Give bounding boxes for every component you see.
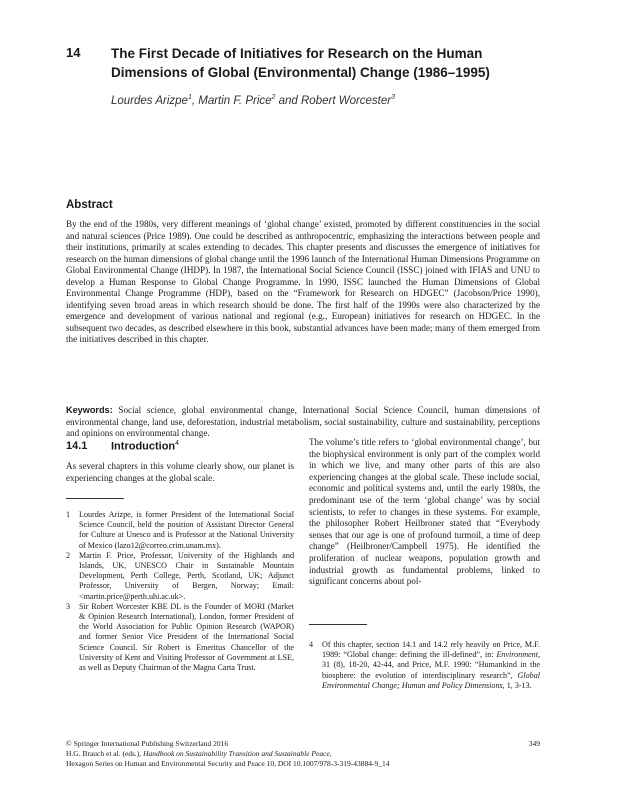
footnote: [66, 551, 294, 602]
journal-title: Global Environmental Change; Human and Policy Dimensions: [322, 670, 540, 690]
page-footer: [66, 739, 540, 769]
book-title: Handbook on Sustainability Transition and Sustainable Peace: [143, 749, 330, 758]
section-title-text: Introduction: [111, 440, 176, 453]
body-text-right-column: The volume’s title refers to ‘global environmental change’, but the biophysical environment is only part of the complex world in which we live, and many other parts of this are also experiencing changes at the global scale. These include social, economic and political systems and, until the early 1980s, the predominant use of the term ‘global change’ was by social scientists, to refer to changes in these systems. For example, the philosopher Robert Heilbroner stated that “Everybody senses that our age is one of profound turmoil, a time of deep change” (Heilbroner/Campbell 1975). He identified the proliferation of nuclear weapons, population growth and industrial growth as fundamental problems, linked to significant concerns about pol-: [309, 437, 540, 587]
footnote-number: 2: [66, 550, 71, 560]
intro-paragraph: As several chapters in this volume clearly show, our planet is experiencing changes at the global scale.: [66, 461, 294, 483]
section-note: 4: [175, 440, 180, 447]
footnote-divider: [309, 624, 367, 625]
author-3: Robert Worcester: [301, 94, 392, 107]
author-3-note: 3: [391, 94, 396, 101]
keywords-text: Social science, global environmental change, International Social Science Council, human dimensions of environmental change, land use, deforestation, industrial metabolism, social sustainability, culture and sustainability, perceptions and opinions on environmental change.: [66, 405, 540, 438]
citation-editors: H.G. Brauch et al. (eds.),: [66, 749, 144, 758]
footnote-number: 4: [309, 640, 314, 649]
citation-line: [66, 749, 540, 759]
footnote-text-part: , 31 (8), 18-20, 42-44, and Price, M.F. 1990: “Humankind in the biosphere: the evolution of interdisciplinary research”,: [322, 650, 540, 680]
page-number: 349: [528, 739, 540, 748]
footnotes-left: [66, 510, 294, 673]
section-number: 14.1: [66, 440, 88, 452]
footnote: [309, 640, 540, 691]
citation-punct: ,: [329, 749, 332, 758]
abstract-text: By the end of the 1980s, very different meanings of ‘global change’ existed, promoted by different constituencies in the social and natural sciences (Price 1989). One could be described as anthropocentric, emphasizing the interactions between people and their institutions, primarily at scales extending to decades. This chapter presents and discusses the emergence of initiatives for research on the human dimensions of global change until the 1996 launch of the International Human Dimensions Programme on Global Environmental Change (IHDP). In 1987, the International Social Science Council (ISSC) joined with IFIAS and UNU to develop a Human Response to Global Change Programme. In 1990, ISSC launched the Human Dimensions of Global Environmental Change Programme (HDP), based on the “Framework for Research on HDGEC” (Jacobson/Price 1990), identifying seven broad areas in which research should be done. The first half of the 1990s were also characterized by the emergence and development of various national and regional (e.g., European) initiatives for research on HDGEC. In the subsequent two decades, as described elsewhere in this book, substantial advances have been made; many of them emerged from the initiatives described in this chapter.: [66, 219, 540, 344]
author-1-note: 1: [187, 94, 192, 101]
author-1: Lourdes Arizpe: [111, 94, 188, 107]
series-doi-line: Hexagon Series on Human and Environmental Security and Peace 10, DOI 10.1007/978-3-319-43884-9_14: [66, 759, 390, 768]
author-list: [111, 94, 395, 107]
author-separator: and: [275, 94, 301, 107]
footnote-number: 1: [66, 510, 71, 519]
journal-title: Environment: [496, 650, 538, 660]
abstract-heading: Abstract: [66, 199, 113, 211]
copyright-line: © Springer International Publishing Switzerland 2016: [66, 739, 229, 748]
author-2-note: 2: [271, 94, 276, 101]
author-2: Martin F. Price: [198, 94, 272, 107]
footnote: [66, 510, 294, 551]
footnote-number: 3: [66, 601, 71, 611]
keywords-label: Keywords:: [66, 405, 113, 415]
footnote-text: Sir Robert Worcester KBE DL is the Founder of MORI (Market & Opinion Research International), London, former President of the World Association for Public Opinion Research (WAPOR) and former Senior Vice President of the International Social Science Council. Sir Robert is Emeritus Chancellor of the University of Kent and Visiting Professor of Government at LSE, as well as Deputy Chairman of the Magna Carta Trust.: [79, 601, 294, 673]
chapter-title: The First Decade of Initiatives for Research on the Human Dimensions of Global (Environmental) Change (1986–1995): [111, 46, 490, 80]
footnote-text: [322, 640, 540, 691]
author-separator: ,: [191, 94, 199, 107]
footnote-text: Martin F. Price, Professor, University of the Highlands and Islands, UK, UNESCO Chair in Sustainable Mountain Development, Perth College, Perth, Scotland, UK; Adjunct Professor, University of Bergen, Norway; Email: <martin.price@perth.uhi.ac.uk>.: [79, 550, 294, 601]
section-title: [111, 440, 179, 453]
chapter-number: 14: [66, 45, 81, 60]
footnote-text-part: , 1, 3-13.: [502, 680, 532, 690]
footnote-divider: [66, 498, 124, 499]
footnote: [66, 602, 294, 673]
footnote-text-part: Of this chapter, section 14.1 and 14.2 rely heavily on Price, M.F. 1989: “Global change: defining the ill-defined”, in:: [322, 640, 540, 660]
keywords: [66, 405, 540, 440]
footnote-text: Lourdes Arizpe, is former President of the International Social Science Council, held the position of Assistant Director General for Culture at Unesco and is Professor at the National University of Mexico (lazo12@correo.crim.unam.mx).: [79, 510, 294, 550]
footnotes-right: [309, 640, 540, 691]
